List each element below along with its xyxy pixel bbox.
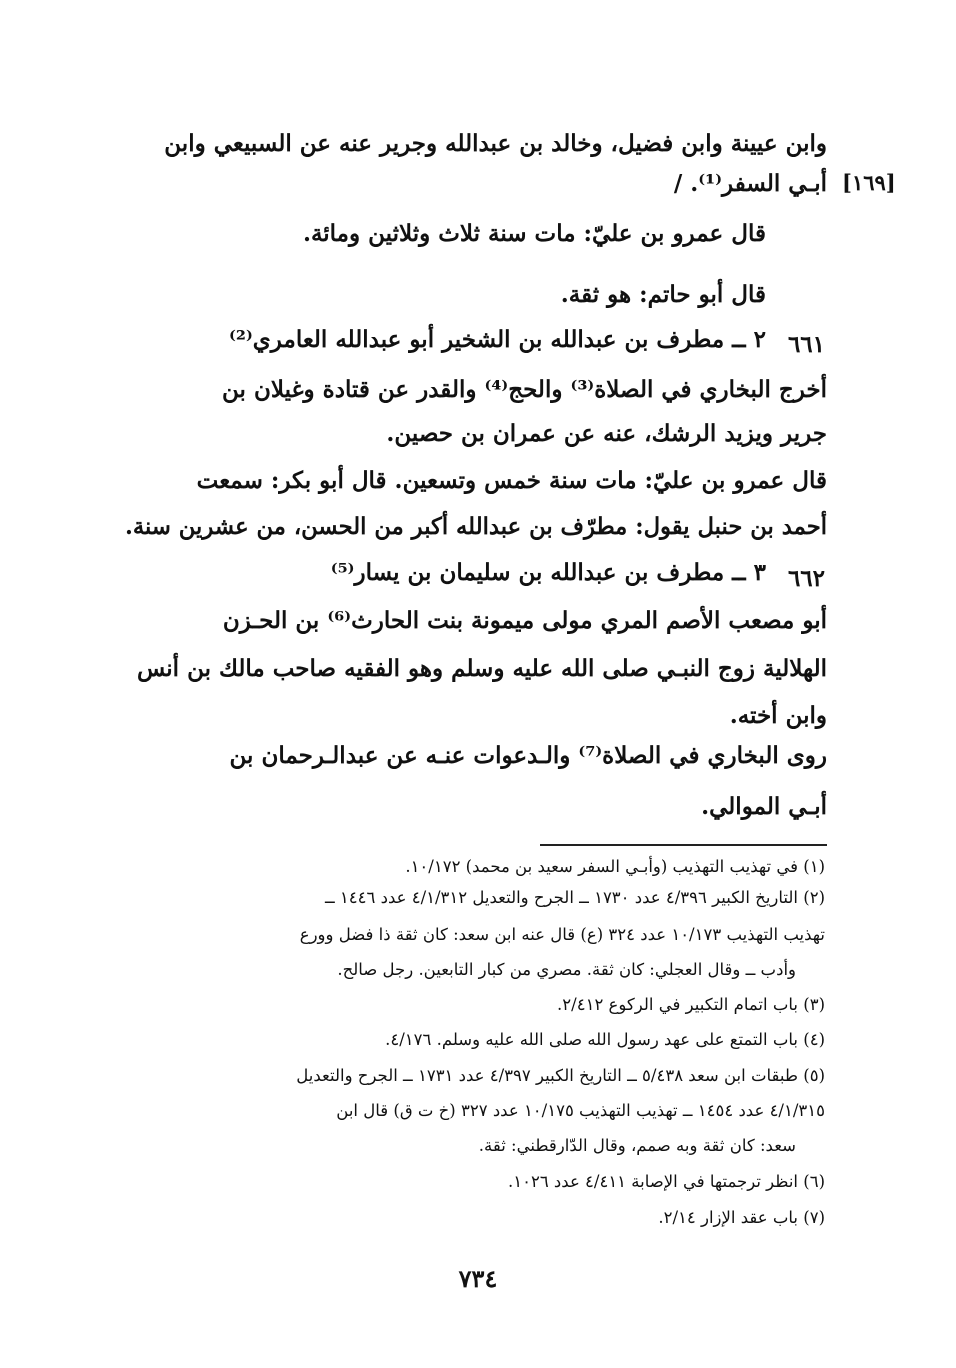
body-line-8: قال عمرو بن عليّ: مات سنة خمس وتسعين. قال أبو بكر: سمعت (196, 467, 827, 494)
footnote-rule (540, 844, 827, 846)
entry-heading-3: ٣ ــ مطرف بن عبدالله بن سليمان بن يسار⁽⁵⁾ (330, 559, 766, 586)
marginal-page-ref: [١٦٩] (842, 170, 896, 195)
footnote-5-cont-2: سعد: كان ثقة وبه صمم، وقال الدّارقطني: ثقة. (478, 1136, 796, 1155)
body-line-1: وابن عيينة وابن فضيل، وخالد بن عبدالله وجرير عنه عن السبيعي وابن (164, 130, 827, 157)
footnote-6: (٦) انظر ترجمتها في الإصابة ٤/٤١١ عدد ١٠٢٦. (507, 1172, 825, 1191)
footnote-2: (٢) التاريخ الكبير ٤/٣٩٦ عدد ١٧٣٠ ــ الجرح والتعديل ٤/١/٣١٢ عدد ١٤٤٦ ــ (324, 888, 825, 907)
body-line-15: أبـي الموالي. (701, 793, 827, 820)
footnote-5-cont-1: ٤/١/٣١٥ عدد ١٤٥٤ ــ تهذيب التهذيب ١٠/١٧٥ عدد ٣٢٧ (خ ت ق) قال ابن (336, 1101, 825, 1120)
footnote-5: (٥) طبقات ابن سعد ٥/٤٣٨ ــ التاريخ الكبير ٤/٣٩٧ عدد ١٧٣١ ــ الجرح والتعديل (296, 1066, 825, 1085)
body-line-12: الهلالية زوج النبـي صلى الله عليه وسلم وهو الفقيه صاحب مالك بن أنس (136, 655, 827, 682)
body-line-9: أحمد بن حنبل يقول: مطرّف بن عبدالله أكبر من الحسن، من عشرين سنة. (124, 513, 827, 540)
body-line-4: قال أبو حاتم: هو ثقة. (560, 281, 766, 308)
footnote-1: (١) في تهذيب التهذيب (وأبـي السفر سعيد بن محمد) ١٠/١٧٢. (405, 857, 825, 876)
body-line-14: روى البخاري في الصلاة⁽⁷⁾ والـدعوات عنـه عن عبدالـرحمان بن (229, 742, 827, 769)
page-number: ٧٣٤ (458, 1264, 498, 1293)
body-line-6: أخرج البخاري في الصلاة⁽³⁾ والحج⁽⁴⁾ والقدر عن قتادة وغيلان بن (222, 376, 827, 403)
footnote-2-cont-1: تهذيب التهذيب ١٠/١٧٣ عدد ٣٢٤ (ع) قال عنه ابن سعد: كان ثقة ذا فضل وورع (299, 925, 825, 944)
entry-number-661: ٦٦١ (787, 331, 825, 358)
body-line-2: أبـي السفر⁽¹⁾. / (673, 170, 827, 197)
footnote-3: (٣) باب اتمام التكبير في الركوع ٢/٤١٢. (557, 995, 825, 1014)
body-line-7: جرير ويزيد الرشك، عنه عن عمران بن حصين. (386, 420, 827, 447)
body-line-3: قال عمرو بن عليّ: مات سنة ثلاث وثلاثين ومائة. (302, 220, 766, 247)
footnote-2-cont-2: وأدب ــ وقال العجلي: كان ثقة. مصري من كبار التابعين. رجل صالح. (337, 960, 796, 979)
entry-heading-2: ٢ ــ مطرف بن عبدالله بن الشخير أبو عبدالله العامري⁽²⁾ (229, 326, 766, 353)
entry-number-662: ٦٦٢ (787, 565, 825, 592)
footnote-7: (٧) باب عقد الإزار ٢/١٤. (658, 1208, 825, 1227)
footnote-4: (٤) باب التمتع على عهد رسول الله صلى الله عليه وسلم. ٤/١٧٦. (385, 1030, 825, 1049)
body-line-11: أبو مصعب الأصم المري مولى ميمونة بنت الحارث⁽⁶⁾ بن الحـزن (222, 607, 827, 634)
body-line-13: وابن أخته. (729, 702, 827, 729)
